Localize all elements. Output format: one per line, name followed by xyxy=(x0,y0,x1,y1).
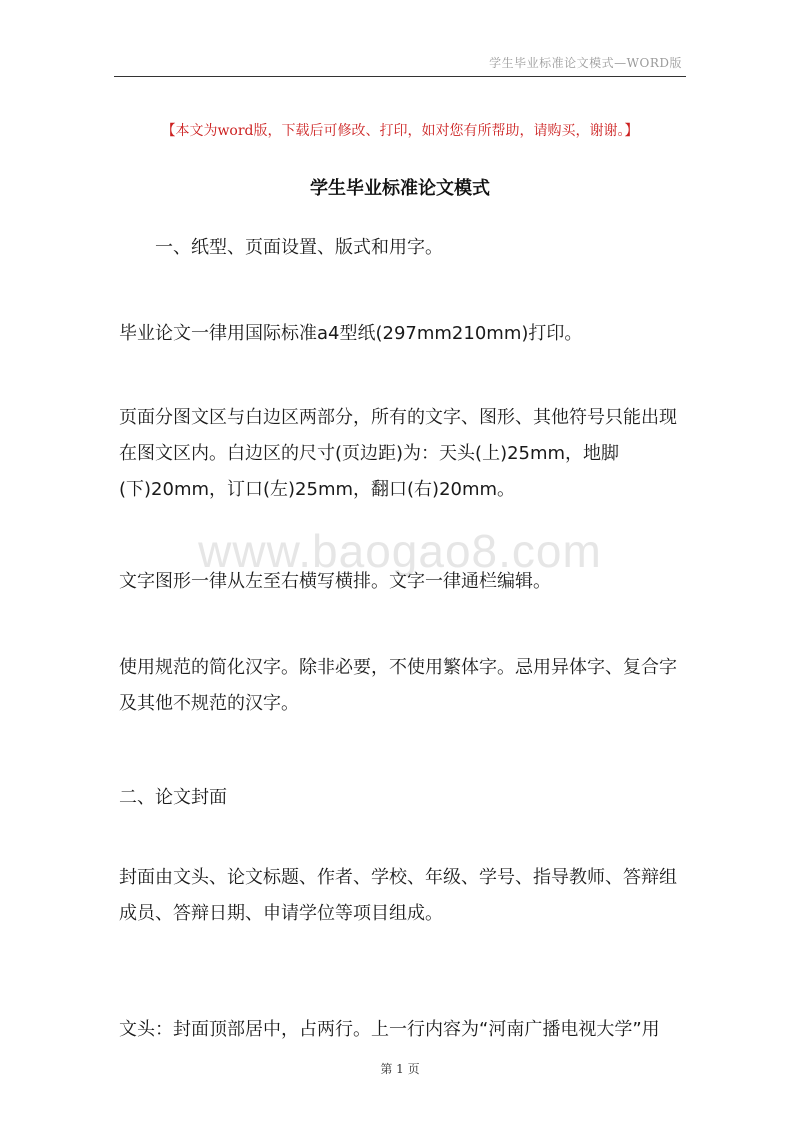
running-header: 学生毕业标准论文模式—WORD版 xyxy=(489,56,682,70)
section-heading-cover: 二、论文封面 xyxy=(119,787,227,808)
paragraph-page-margins: 页面分图文区与白边区两部分，所有的文字、图形、其他符号只能出现在图文区内。白边区的尺寸(页边距)为：天头(上)25mm，地脚(下)20mm，订口(左)25mm，翻口(右)20mm。 xyxy=(119,407,677,500)
paragraph-paper-size: 毕业论文一律用国际标准a4型纸(297mm210mm)打印。 xyxy=(119,323,583,344)
word-version-notice: 【本文为word版，下载后可修改、打印，如对您有所帮助，请购买，谢谢。】 xyxy=(161,123,639,139)
watermark-text: www.baogao8.com xyxy=(198,525,602,577)
paragraph-cover-header: 文头：封面顶部居中，占两行。上一行内容为“河南广播电视大学”用 xyxy=(119,1019,660,1040)
document-title: 学生毕业标准论文模式 xyxy=(310,178,490,199)
paragraph-character-usage: 使用规范的简化汉字。除非必要，不使用繁体字。忌用异体字、复合字及其他不规范的汉字。 xyxy=(119,657,677,714)
section-heading-paper-layout: 一、纸型、页面设置、版式和用字。 xyxy=(155,237,443,258)
paragraph-cover-items: 封面由文头、论文标题、作者、学校、年级、学号、指导教师、答辩组成员、答辩日期、申请学位等项目组成。 xyxy=(119,867,677,924)
paragraph-text-direction: 文字图形一律从左至右横写横排。文字一律通栏编辑。 xyxy=(119,571,551,592)
page-number: 第 1 页 xyxy=(380,1062,420,1076)
header-divider xyxy=(114,76,686,77)
